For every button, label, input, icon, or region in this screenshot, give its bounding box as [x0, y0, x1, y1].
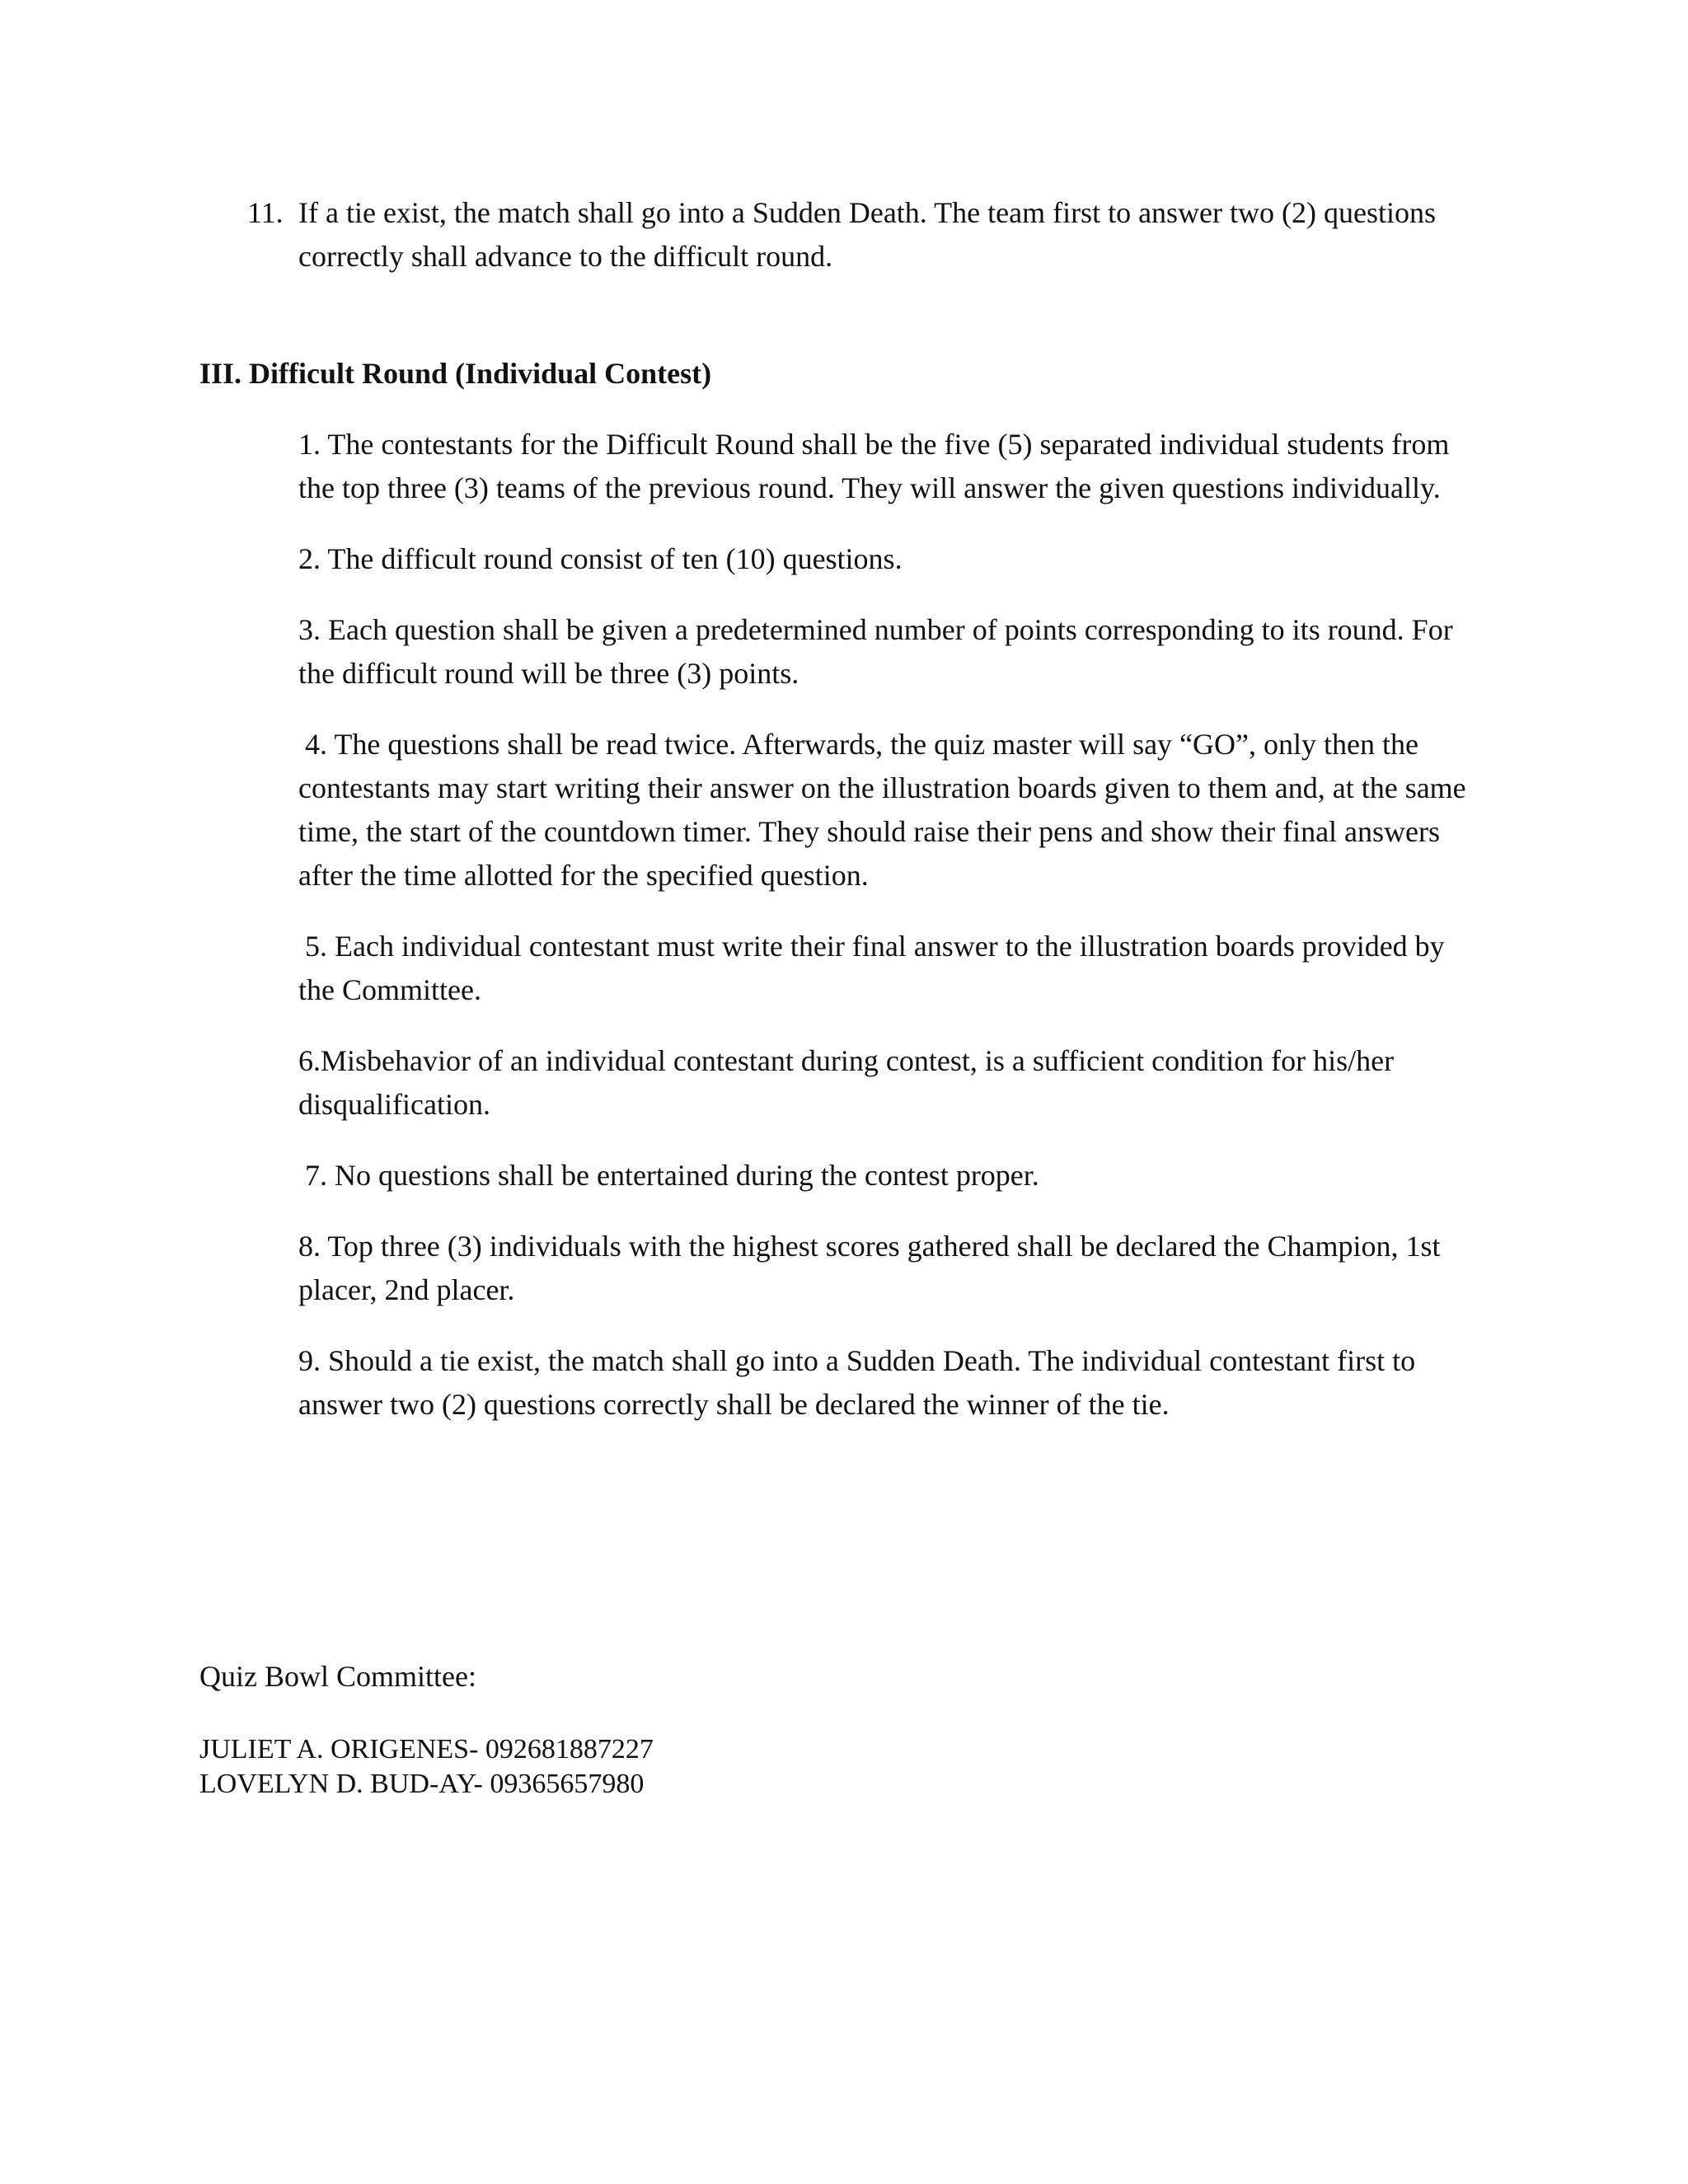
- difficult-round-rules: [298, 423, 1485, 1454]
- rule-item-11-text: If a tie exist, the match shall go into a Sudden Death. The team first to answer two (2) questions correctly shall advance to the difficult round.: [298, 196, 1437, 273]
- rule-2: 2. The difficult round consist of ten (10) questions.: [298, 542, 903, 575]
- committee-member: JULIET A. ORIGENES- 092681887227: [199, 1734, 654, 1765]
- committee-member: LOVELYN D. BUD-AY- 09365657980: [199, 1769, 645, 1799]
- rule-item-11-number: 11.: [247, 196, 284, 229]
- rule-4: 4. The questions shall be read twice. Afterwards, the quiz master will say “GO”, only then the contestants may start writing their answer on the illustration boards given to them and, at the same time, the start of the countdown timer. They should raise their pens and show their final answers after the time allotted for the specified question.: [298, 728, 1466, 892]
- rule-9: 9. Should a tie exist, the match shall go into a Sudden Death. The individual contestant first to answer two (2) questions correctly shall be declared the winner of the tie.: [298, 1344, 1416, 1421]
- rule-1: 1. The contestants for the Difficult Round shall be the five (5) separated individual students from the top three (3) teams of the previous round. They will answer the given questions individually.: [298, 428, 1450, 504]
- rule-7: 7. No questions shall be entertained during the contest proper.: [305, 1159, 1039, 1192]
- rule-3: 3. Each question shall be given a predetermined number of points corresponding to its round. For the difficult round will be three (3) points.: [298, 613, 1453, 690]
- committee-label: Quiz Bowl Committee:: [199, 1660, 476, 1693]
- rule-5: 5. Each individual contestant must write their final answer to the illustration boards provided by the Committee.: [298, 930, 1445, 1006]
- section-heading: III. Difficult Round (Individual Contest): [199, 357, 712, 390]
- rule-8: 8. Top three (3) individuals with the highest scores gathered shall be declared the Champion, 1st placer, 2nd placer.: [298, 1230, 1441, 1306]
- rule-item-11: [247, 191, 1500, 279]
- committee-members: [199, 1732, 654, 1802]
- rule-6: 6.Misbehavior of an individual contestant during contest, is a sufficient condition for his/her disqualification.: [298, 1044, 1395, 1121]
